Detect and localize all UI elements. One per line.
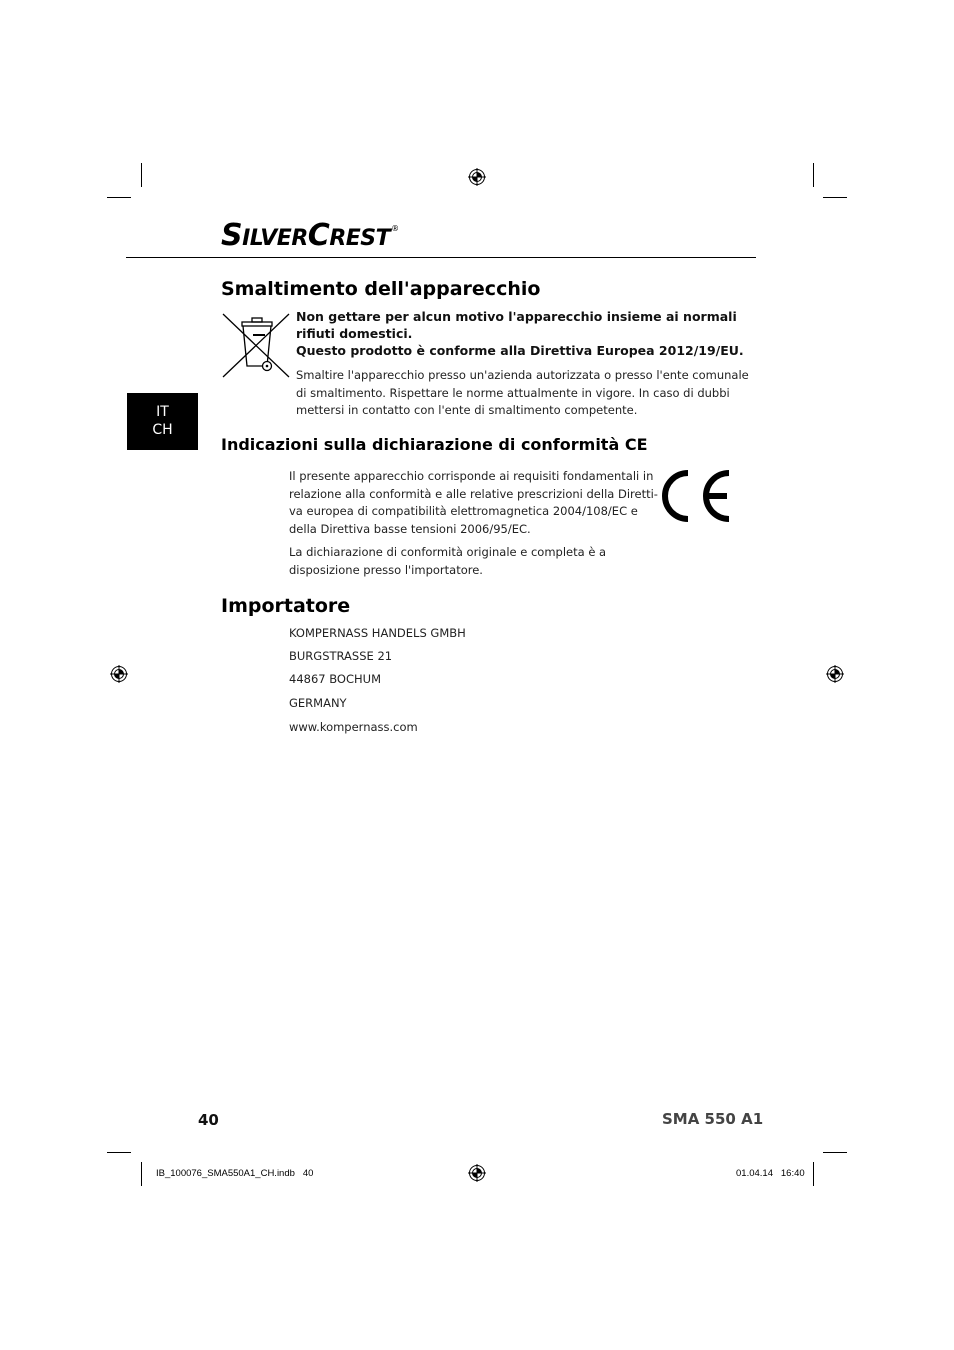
crop-mark [141, 163, 142, 187]
logo-letter: C [307, 218, 330, 253]
text-line: della Direttiva basse tensioni 2006/95/EC. [289, 521, 531, 536]
text-line: di smaltimento. Rispettare le norme attualmente in vigore. In caso di dubbi [296, 385, 730, 400]
disposal-warning [296, 308, 744, 359]
importer-address-line: GERMANY [289, 696, 347, 710]
text-line: va europea di compatibilità elettromagnetica 2004/108/EC e [289, 504, 638, 518]
disposal-title: Smaltimento dell'apparecchio [221, 278, 541, 300]
registration-mark-icon [110, 665, 128, 683]
logo-letters: REST [329, 226, 391, 251]
ce-mark-icon [656, 470, 732, 522]
text-line: disposizione presso l'importatore. [289, 562, 483, 577]
registration-mark-icon [468, 168, 486, 186]
text-line: Smaltire l'apparecchio presso un'azienda autorizzata o presso l'ente comunale [296, 368, 749, 382]
conformity-paragraph-2 [289, 544, 606, 579]
disposal-body [296, 367, 749, 420]
text-line: Il presente apparecchio corrisponde ai requisiti fondamentali in [289, 469, 654, 483]
language-tab [127, 393, 198, 450]
crop-mark [107, 197, 131, 198]
crop-mark [823, 1152, 847, 1153]
crop-mark [107, 1152, 131, 1153]
crop-mark [141, 1162, 142, 1186]
language-code: IT [156, 404, 169, 420]
conformity-title: Indicazioni sulla dichiarazione di conformità CE [221, 435, 648, 454]
language-code: CH [152, 422, 173, 438]
page-number: 40 [198, 1111, 219, 1129]
date-slug: 01.04.14 16:40 [736, 1168, 805, 1179]
registration-mark-icon [468, 1164, 486, 1182]
registration-mark-icon [826, 665, 844, 683]
crop-mark [813, 163, 814, 187]
text-line: mettersi in contatto con l'ente di smaltimento competente. [296, 403, 638, 417]
importer-website: www.kompernass.com [289, 720, 418, 734]
text-line: relazione alla conformità e alle relative prescrizioni della Diretti- [289, 486, 658, 501]
crop-mark [813, 1162, 814, 1186]
logo-letters: ILVER [242, 226, 308, 251]
importer-address-line: 44867 BOCHUM [289, 672, 381, 686]
text-line: rifiuti domestici. [296, 326, 413, 341]
importer-address-line: KOMPERNASS HANDELS GMBH [289, 626, 466, 640]
text-line: Questo prodotto è conforme alla Direttiva Europea 2012/19/EU. [296, 343, 744, 358]
file-slug: IB_100076_SMA550A1_CH.indb 40 [156, 1168, 314, 1179]
crossed-bin-icon [220, 311, 292, 379]
logo-letter: S [221, 218, 243, 253]
brand-logo [221, 218, 399, 253]
registered-mark: ® [391, 224, 399, 233]
header-rule [126, 257, 756, 258]
crop-mark [823, 197, 847, 198]
importer-title: Importatore [221, 595, 351, 617]
text-line: Non gettare per alcun motivo l'apparecchio insieme ai normali [296, 309, 737, 324]
importer-address-line: BURGSTRASSE 21 [289, 649, 393, 663]
conformity-paragraph-1 [289, 468, 658, 538]
text-line: La dichiarazione di conformità originale e completa è a [289, 545, 607, 559]
model-name: SMA 550 A1 [662, 1110, 764, 1128]
